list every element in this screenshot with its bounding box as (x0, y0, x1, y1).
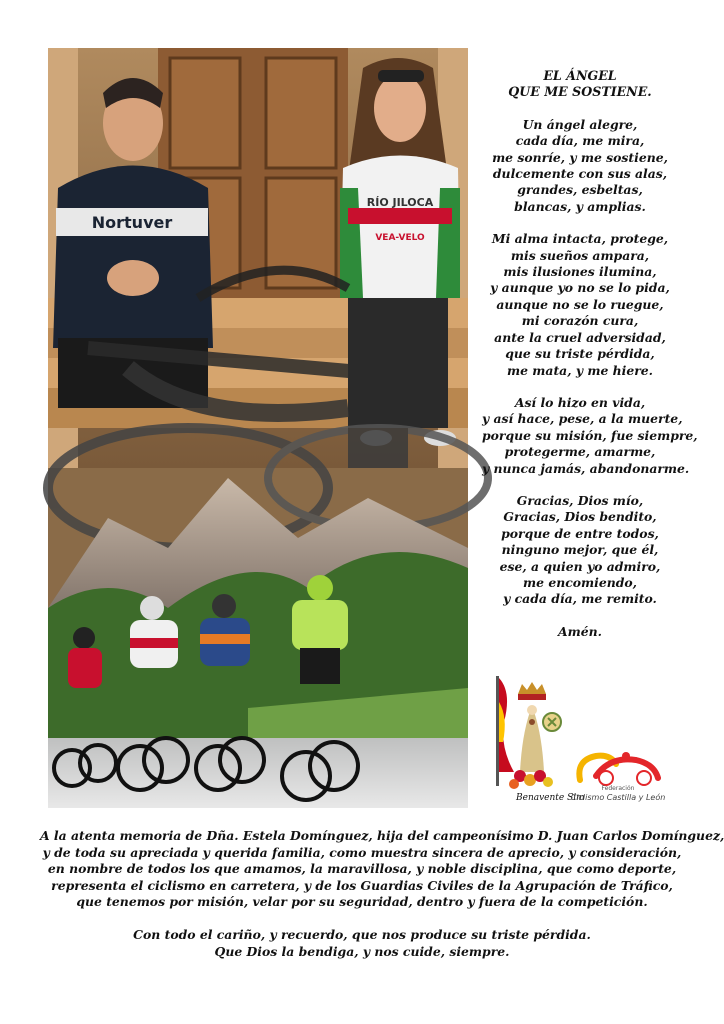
dedication-line: que tenemos por misión, velar por su seguridad, dentro y fuera de la competición. (76, 894, 648, 910)
poem-stanza (482, 394, 698, 477)
poem-line: mis sueños ampara, (510, 247, 650, 263)
jersey-right-text-2: VEA-VELO (375, 233, 425, 243)
poem-line: me sonríe, y me sostiene, (492, 149, 668, 165)
jersey-right-text-1: RÍO JILOCA (366, 196, 434, 209)
guardia-civil-emblem (492, 672, 585, 808)
poem-title (482, 68, 678, 101)
poem-line: dulcemente con sus alas, (492, 166, 668, 182)
poem-line: porque de entre todos, (501, 525, 659, 541)
poem-line: blancas, y amplias. (514, 198, 646, 214)
poem-line: grandes, esbeltas, (517, 182, 643, 198)
poem-line: que su triste pérdida, (505, 346, 655, 362)
poem-line: porque su misión, fue siempre, (482, 427, 698, 443)
poem-line: ante la cruel adversidad, (494, 329, 666, 345)
poem-line: y así hace, pese, a la muerte, (482, 411, 683, 427)
dedication-closing-line: Con todo el cariño, y recuerdo, que nos produce su triste pérdida. (133, 926, 591, 942)
guardia-badge-icon (543, 713, 561, 731)
federation-small-text: Federación (601, 785, 635, 792)
poem-line: mis ilusiones ilumina, (503, 264, 657, 280)
poem-closing: Amén. (558, 623, 602, 639)
poem-line: protegerme, amarme, (504, 444, 656, 460)
poem-line: aunque no se lo ruegue, (496, 296, 664, 312)
poem-line: y cada día, me remito. (503, 591, 657, 607)
spanish-flag-icon (496, 676, 514, 786)
cyclist-logo-icon (579, 752, 658, 785)
dedication-closing-line: Que Dios la bendiga, y nos cuide, siempre. (214, 943, 510, 959)
poem-line: mi corazón cura, (521, 313, 639, 329)
dedication-line: representa el ciclismo en carretera, y de los Guardias Civiles de la Agrupación de Tráfico, (51, 877, 673, 893)
dedication-line: en nombre de todos los que amamos, la maravillosa, y noble disciplina, que como deporte, (47, 861, 677, 877)
federation-logo (566, 746, 670, 804)
poem (482, 68, 698, 640)
dedication-line: y de toda su apreciada y querida familia, como muestra sincera de aprecio, y consideración, (42, 844, 682, 860)
poem-line: Gracias, Dios mío, (516, 492, 644, 508)
jersey-left-text: Nortuver (91, 213, 173, 232)
flowers-icon (509, 770, 553, 789)
poem-line: ese, a quien yo admiro, (499, 558, 661, 574)
federation-name: Ciclismo Castilla y León (570, 793, 666, 802)
poem-line: y aunque yo no se lo pida, (490, 280, 670, 296)
poem-line: Así lo hizo en vida, (514, 394, 646, 410)
poem-title-line: EL ÁNGEL (543, 68, 617, 83)
poem-line: Un ángel alegre, (522, 116, 638, 132)
poem-line: y nunca jamás, abandonarme. (482, 460, 690, 476)
poem-line: Gracias, Dios bendito, (503, 509, 657, 525)
poem-stanza (482, 231, 678, 379)
poem-line: cada día, me mira, (515, 133, 645, 149)
poem-line: ninguno mejor, que él, (501, 542, 659, 558)
crown-icon (518, 682, 546, 700)
poem-stanza (482, 117, 678, 215)
poem-line: me mata, y me hiere. (507, 362, 653, 378)
poem-title-line: QUE ME SOSTIENE. (508, 84, 652, 100)
poem-line: me encomiendo, (523, 574, 637, 590)
dedication-line: A la atenta memoria de Dña. Estela Domínguez, hija del campeonísimo D. Juan Carlos Domínguez, (40, 828, 724, 843)
poem-stanza (482, 493, 678, 608)
dedication (40, 828, 724, 960)
tribute-collage (48, 48, 468, 808)
virgin-statue-icon (520, 705, 544, 772)
signature: Benavente Sim (516, 793, 585, 803)
poem-line: Mi alma intacta, protege, (491, 231, 669, 247)
